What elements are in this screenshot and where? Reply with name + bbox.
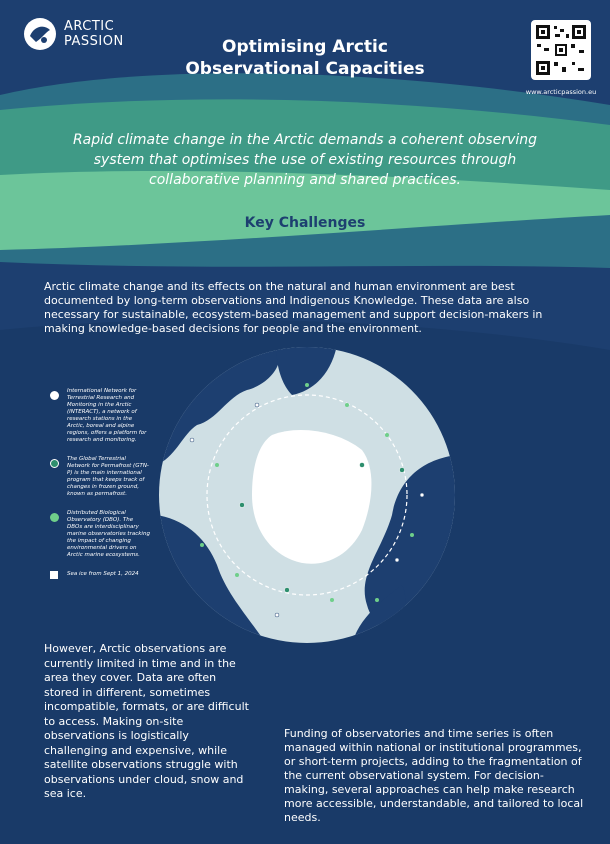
white-square-icon — [50, 571, 58, 579]
legend-text: International Network for Terrestrial Research and Monitoring in the Arctic (INTERACT), a network of research stations in the Arctic, boreal and alpine regions, offers a platform for research and monitoring. — [67, 388, 147, 443]
title-line-1: Optimising Arctic — [222, 37, 388, 57]
arctic-passion-logo — [22, 16, 124, 52]
legend-item-dbo — [50, 510, 150, 559]
legend-item-sea-ice — [50, 571, 150, 578]
logo-line-2: PASSION — [64, 34, 124, 49]
station-dot — [395, 558, 399, 562]
station-dot — [375, 598, 379, 602]
station-dot — [420, 493, 424, 497]
station-dot — [275, 613, 279, 617]
legend-text: Sea ice from Sept 1, 2024 — [67, 571, 139, 577]
section-heading-key-challenges: Key Challenges — [244, 215, 366, 231]
station-dot — [400, 468, 405, 473]
station-dot — [200, 543, 204, 547]
legend-item-gtnp — [50, 456, 150, 498]
arctic-map — [157, 345, 457, 645]
paragraph-funding: Funding of observatories and time series is often managed within national or institutional programmes, or short-term projects, adding to the fragmentation of the current observational system. For decision-making, several approaches can help make research more accessible, understandable, and tailored to local needs. — [284, 727, 584, 824]
title-line-2: Observational Capacities — [185, 59, 425, 79]
station-dot — [255, 403, 259, 407]
white-dot-icon — [50, 391, 59, 400]
station-dot — [345, 403, 349, 407]
globe-icon — [22, 16, 58, 52]
dark-green-dot-icon — [50, 459, 59, 468]
station-dot — [360, 463, 365, 468]
page-title — [150, 36, 460, 80]
legend-item-interact — [50, 388, 150, 444]
website-url[interactable]: www.arcticpassion.eu — [525, 88, 597, 96]
light-green-dot-icon — [50, 513, 59, 522]
intro-paragraph: Arctic climate change and its effects on the natural and human environment are best documented by long-term observations and Indigenous Knowledge. These data are also necessary for sustainable, ecosystem-based management and support decision-makers in making knowledge-based decisions for people and the environment. — [44, 280, 543, 335]
station-dot — [235, 573, 239, 577]
map-legend — [50, 388, 150, 590]
legend-text: Distributed Biological Observatory (DBO). The DBOs are interdisciplinary marine observatories tracking the impact of changing environmental drivers on Arctic marine ecosystems. — [67, 510, 150, 558]
qr-code[interactable] — [529, 18, 593, 82]
station-dot — [240, 503, 245, 508]
station-dot — [305, 383, 309, 387]
station-dot — [330, 598, 334, 602]
station-dot — [190, 438, 194, 442]
qr-pattern — [531, 20, 591, 80]
paragraph-limitations: However, Arctic observations are currently limited in time and in the area they cover. Data are often stored in different, sometimes incompatible, formats, or are difficult to access. Making on-site observations is logistically challenging and expensive, while satellite observations struggle with observations under cloud, snow and sea ice. — [44, 642, 249, 800]
logo-line-1: ARCTIC — [64, 19, 115, 34]
station-dot — [215, 463, 219, 467]
legend-text: The Global Terrestrial Network for Permafrost (GTN-P) is the main international program that keeps track of changes in frozen ground, known as permafrost. — [67, 456, 149, 497]
station-dot — [410, 533, 414, 537]
station-dot — [385, 433, 389, 437]
station-dot — [285, 588, 290, 593]
lead-statement: Rapid climate change in the Arctic demands a coherent observing system that optimises the use of existing resources through collaborative planning and shared practices. — [72, 132, 538, 188]
